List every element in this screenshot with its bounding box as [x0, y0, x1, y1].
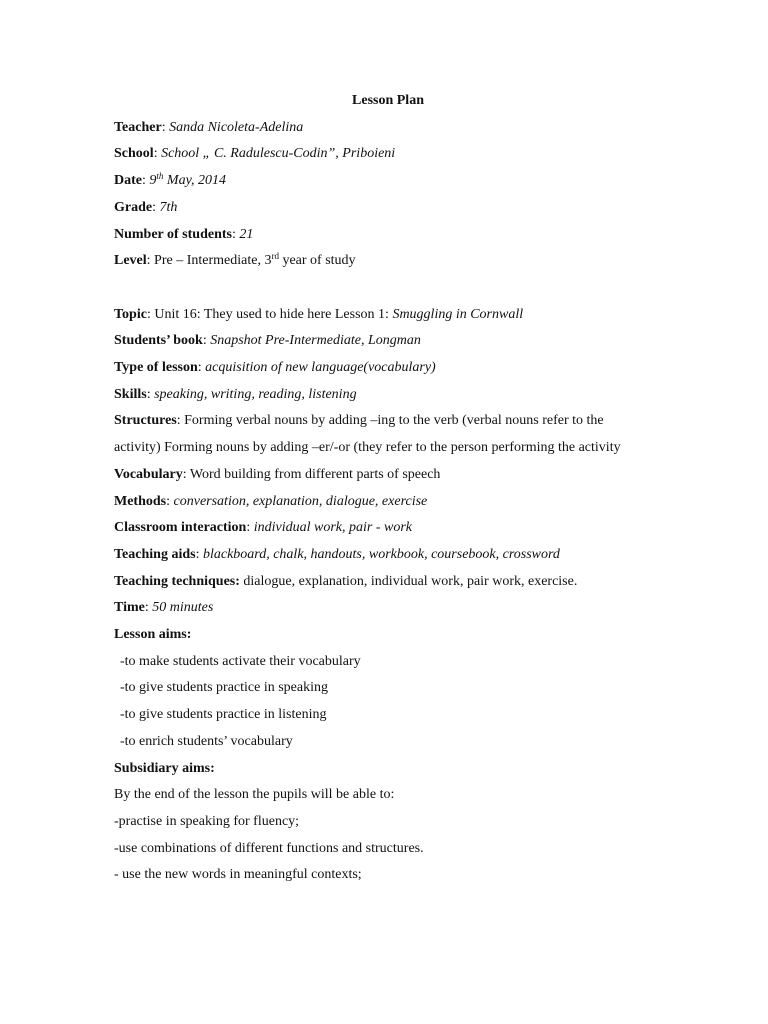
lesson-plan-document	[114, 88, 644, 889]
grade-label: Grade	[114, 199, 153, 215]
subsidiary-intro: By the end of the lesson the pupils will be able to:	[114, 787, 395, 803]
document-title: Lesson Plan	[352, 93, 424, 108]
grade-line: Grade: 7th	[114, 199, 178, 215]
lesson-aims-heading: Lesson aims:	[114, 627, 192, 643]
lesson-aim-item: -to give students practice in speaking	[120, 680, 328, 696]
section-spacer	[114, 275, 644, 302]
grade-value: 7th	[159, 199, 178, 215]
school-value: School „ C. Radulescu-Codin”, Priboieni	[161, 146, 396, 162]
lesson-aim-item: -to make students activate their vocabulary	[120, 653, 361, 669]
aids-value: blackboard, chalk, handouts, workbook, coursebook, crossword	[202, 546, 560, 562]
topic-value: Unit 16: They used to hide here Lesson 1:	[154, 306, 393, 322]
time-value: 50 minutes	[152, 600, 214, 616]
date-label: Date	[114, 173, 142, 189]
students-label: Number of students	[114, 226, 232, 242]
skills-value: speaking, writing, reading, listening	[154, 386, 357, 402]
date-line: Date: 9th May, 2014	[114, 171, 227, 189]
book-label: Students’ book	[114, 333, 203, 349]
book-line: Students’ book: Snapshot Pre-Intermediate, Longman	[114, 333, 421, 349]
date-value	[149, 173, 226, 188]
teacher-label: Teacher	[114, 119, 162, 135]
techniques-line	[114, 569, 644, 596]
lesson-type-value: acquisition of new language(vocabulary)	[205, 360, 436, 376]
skills-label: Skills	[114, 386, 147, 402]
topic-line: Topic: Unit 16: They used to hide here Lesson 1: Smuggling in Cornwall	[114, 306, 524, 322]
techniques-label: Teaching techniques:	[114, 573, 240, 589]
subsidiary-aim-item: -use combinations of different functions and structures.	[114, 840, 424, 856]
level-pre: Pre – Intermediate, 3	[154, 253, 272, 269]
date-day: 9	[149, 173, 157, 189]
vocabulary-line: Vocabulary: Word building from different parts of speech	[114, 466, 441, 482]
interaction-label: Classroom interaction	[114, 520, 247, 536]
interaction-value: individual work, pair - work	[253, 520, 413, 536]
subsidiary-aims-heading: Subsidiary aims:	[114, 760, 215, 776]
structures-value: Forming verbal nouns by adding –ing to the verb (verbal nouns refer to the activity) Forming nouns by adding –er/-or (they refer to the person performing the activity	[114, 413, 621, 456]
level-post: year of study	[278, 253, 356, 269]
date-rest: May, 2014	[163, 173, 227, 189]
structures-label: Structures	[114, 413, 177, 429]
subsidiary-aim-item: - use the new words in meaningful contexts;	[114, 867, 362, 883]
topic-lesson-title: Smuggling in Cornwall	[392, 306, 524, 322]
methods-line: Methods: conversation, explanation, dialogue, exercise	[114, 493, 428, 509]
methods-value: conversation, explanation, dialogue, exercise	[173, 493, 428, 509]
lesson-type-label: Type of lesson	[114, 360, 198, 376]
subsidiary-aim-item: -practise in speaking for fluency;	[114, 813, 300, 829]
techniques-value: dialogue, explanation, individual work, pair work, exercise.	[243, 573, 578, 589]
school-line: School: School „ C. Radulescu-Codin”, Priboieni	[114, 146, 396, 162]
date-day-suffix: th	[156, 171, 164, 182]
aids-line: Teaching aids: blackboard, chalk, handouts, workbook, coursebook, crossword	[114, 546, 560, 562]
lesson-aim-item: -to give students practice in listening	[120, 707, 327, 723]
vocabulary-label: Vocabulary	[114, 466, 183, 482]
vocabulary-value: Word building from different parts of speech	[189, 466, 441, 482]
level-label: Level	[114, 253, 147, 269]
aids-label: Teaching aids	[114, 546, 196, 562]
students-line: Number of students: 21	[114, 226, 254, 242]
time-line: Time: 50 minutes	[114, 600, 214, 616]
level-line: Level: Pre – Intermediate, 3rd year of study	[114, 251, 356, 269]
lesson-aim-item: -to enrich students’ vocabulary	[120, 733, 293, 749]
level-suffix: rd	[271, 251, 279, 262]
book-value: Snapshot Pre-Intermediate, Longman	[210, 333, 421, 349]
structures-line: Structures: Forming verbal nouns by adding –ing to the verb (verbal nouns refer to the activity) Forming nouns by adding –er/-or (they refer to the person performing the activity	[114, 413, 621, 456]
skills-line: Skills: speaking, writing, reading, listening	[114, 386, 357, 402]
topic-label: Topic	[114, 306, 147, 322]
school-label: School	[114, 146, 154, 162]
teacher-value: Sanda Nicoleta-Adelina	[169, 119, 304, 135]
teacher-line: Teacher: Sanda Nicoleta-Adelina	[114, 119, 304, 135]
students-value: 21	[239, 226, 254, 242]
interaction-line: Classroom interaction: individual work, pair - work	[114, 520, 413, 536]
methods-label: Methods	[114, 493, 167, 509]
lesson-type-line: Type of lesson: acquisition of new language(vocabulary)	[114, 360, 436, 376]
time-label: Time	[114, 600, 145, 616]
